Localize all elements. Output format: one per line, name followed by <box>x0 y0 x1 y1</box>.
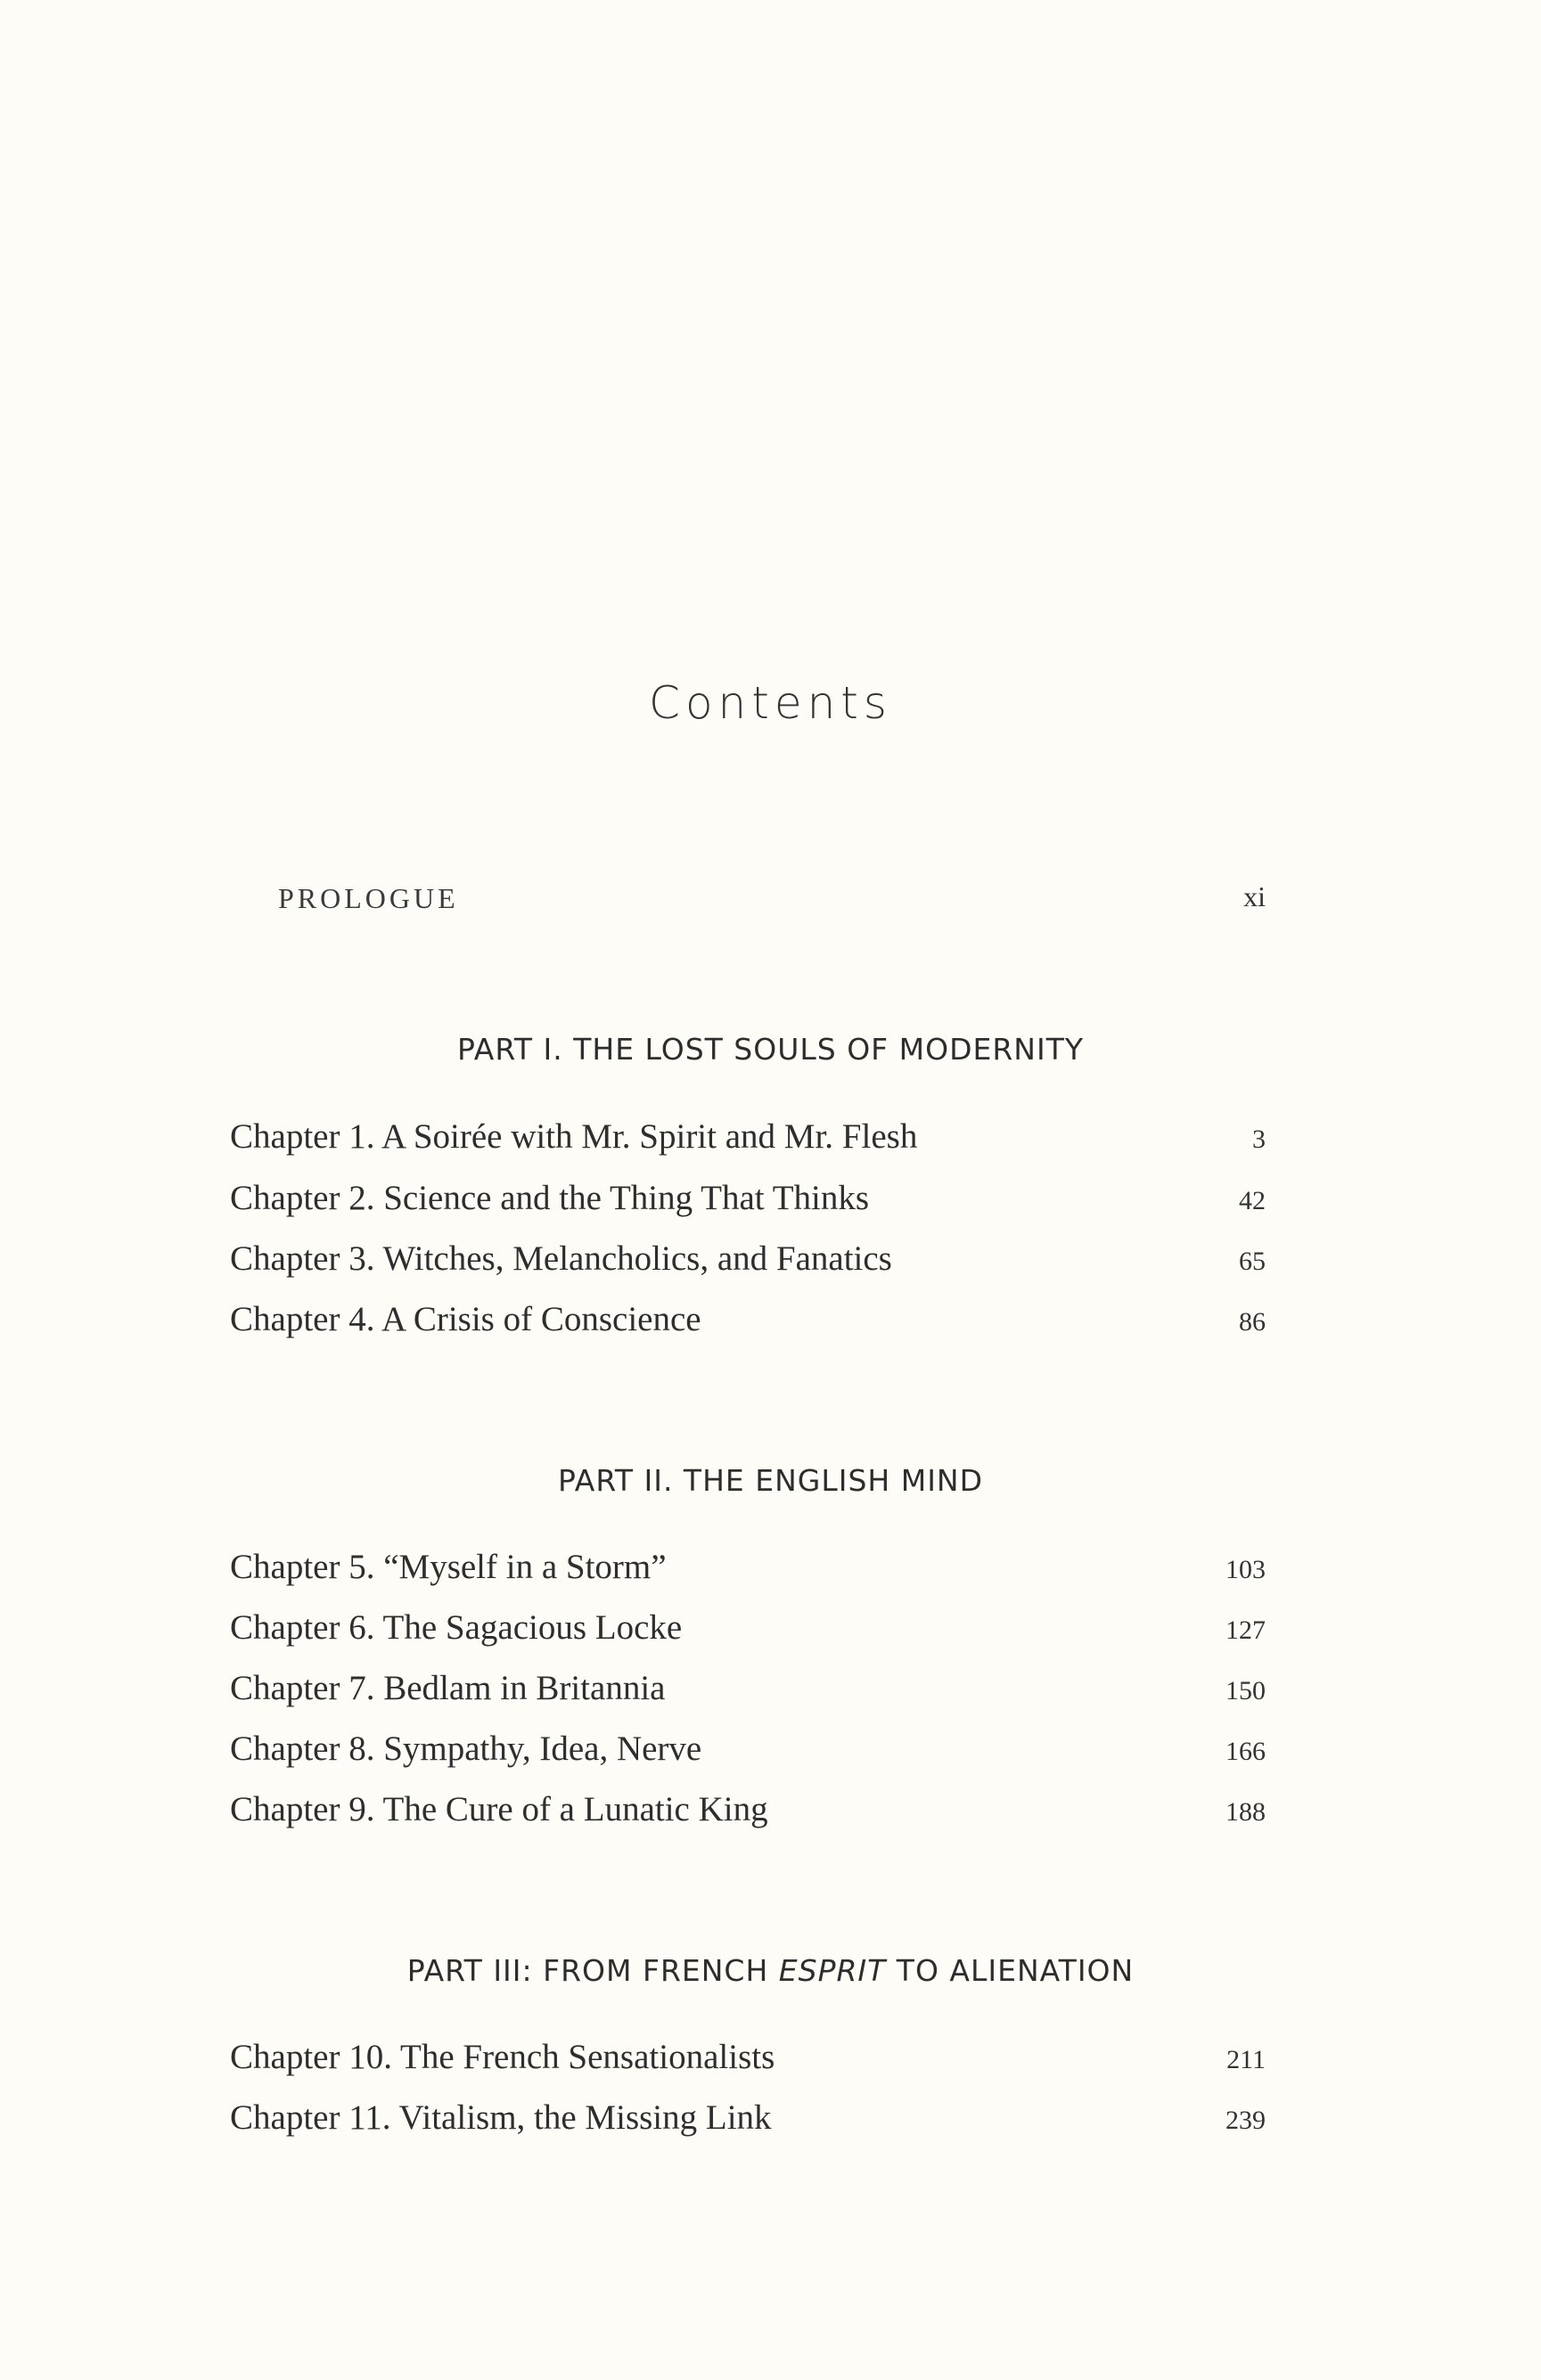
chapter-title: Chapter 1. A Soirée with Mr. Spirit and Mr. Flesh <box>230 1117 918 1156</box>
toc-entry <box>230 1729 1266 1782</box>
chapter-title: Chapter 11. Vitalism, the Missing Link <box>230 2098 772 2137</box>
part-1-heading: PART I. THE LOST SOULS OF MODERNITY <box>456 1032 1085 1067</box>
part-2-heading: PART II. THE ENGLISH MIND <box>557 1463 984 1498</box>
part-3-heading-suffix: TO ALIENATION <box>886 1953 1135 1988</box>
chapter-page-number: 166 <box>1225 1737 1266 1766</box>
chapter-title: Chapter 10. The French Sensationalists <box>230 2038 775 2076</box>
chapter-page-number: 86 <box>1239 1307 1266 1337</box>
toc-entry <box>230 1116 1266 1170</box>
chapter-page-number: 188 <box>1225 1797 1266 1827</box>
toc-entry <box>230 1299 1266 1353</box>
chapter-title: Chapter 2. Science and the Thing That Thinks <box>230 1179 870 1217</box>
chapter-title: Chapter 5. “Myself in a Storm” <box>230 1548 667 1586</box>
prologue-label: PROLOGUE <box>278 882 459 914</box>
chapter-page-number: 239 <box>1225 2106 1266 2135</box>
toc-entry <box>230 1668 1266 1722</box>
chapter-page-number: 127 <box>1225 1615 1266 1645</box>
part-3-heading-emphasis: ESPRIT <box>778 1953 887 1988</box>
chapter-page-number: 103 <box>1225 1555 1266 1584</box>
page-title: Contents <box>649 677 892 729</box>
chapter-title: Chapter 4. A Crisis of Conscience <box>230 1300 701 1338</box>
toc-entry <box>230 1789 1266 1843</box>
chapter-title: Chapter 7. Bedlam in Britannia <box>230 1669 666 1707</box>
chapter-page-number: 3 <box>1252 1125 1266 1154</box>
chapter-title: Chapter 8. Sympathy, Idea, Nerve <box>230 1730 702 1768</box>
chapter-page-number: 65 <box>1239 1247 1266 1276</box>
chapter-title: Chapter 6. The Sagacious Locke <box>230 1608 683 1647</box>
toc-entry <box>230 1547 1266 1600</box>
part-3-heading <box>0 1953 1541 1988</box>
chapter-title: Chapter 3. Witches, Melancholics, and Fanatics <box>230 1239 892 1278</box>
toc-entry <box>230 1239 1266 1292</box>
chapter-page-number: 42 <box>1239 1186 1266 1215</box>
chapter-page-number: 211 <box>1226 2045 1266 2074</box>
toc-entry <box>230 2098 1266 2151</box>
part-3-heading-prefix: PART III: FROM FRENCH <box>406 1953 779 1988</box>
toc-entry <box>230 1607 1266 1661</box>
toc-entry <box>230 1178 1266 1231</box>
chapter-page-number: 150 <box>1225 1676 1266 1705</box>
chapter-title: Chapter 9. The Cure of a Lunatic King <box>230 1790 768 1828</box>
prologue-page-number: xi <box>1243 880 1266 912</box>
toc-entry <box>230 2037 1266 2090</box>
